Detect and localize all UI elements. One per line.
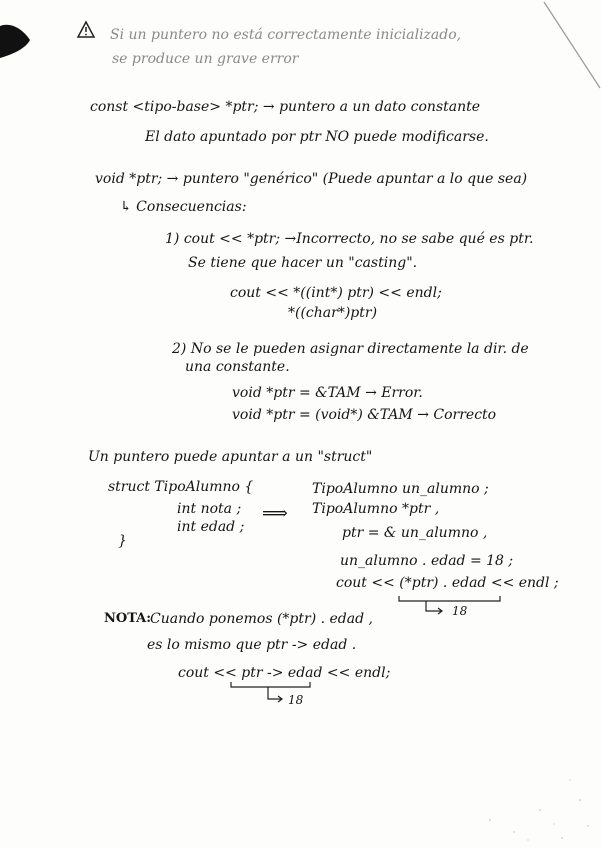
const-line-1: const <tipo-base> *ptr; → puntero a un dato constante [90, 99, 481, 115]
nota-result-bracket [228, 680, 318, 706]
struct-decl-1: struct TipoAlumno { [108, 479, 254, 495]
struct-result: 18 [452, 604, 468, 618]
void-item2-line2: una constante. [185, 359, 290, 375]
void-cast-1: cout << *((int*) ptr) << endl; [230, 285, 442, 301]
nota-line-1: Cuando ponemos (*ptr) . edad , [150, 611, 373, 627]
void-cast-2: *((char*)ptr) [288, 305, 378, 321]
void-item1-line1: 1) cout << *ptr; →Incorrecto, no se sabe qué es ptr. [165, 231, 534, 247]
struct-use-4: un_alumno . edad = 18 ; [340, 553, 514, 569]
struct-use-3: ptr = & un_alumno , [342, 525, 488, 541]
page-edge [542, 0, 602, 90]
void-error-example: void *ptr = &TAM → Error. [232, 385, 423, 401]
nota-line-2: es lo mismo que ptr -> edad . [147, 637, 357, 653]
nota-label: NOTA: [104, 611, 152, 626]
void-item1-line2: Se tiene que hacer un "casting". [188, 255, 418, 271]
scan-speckle [470, 760, 600, 846]
const-line-2: El dato apuntado por ptr NO puede modificarse. [145, 129, 489, 145]
void-consequences: ↳ Consecuencias: [120, 199, 247, 215]
struct-arrow: ⟹ [262, 503, 288, 524]
warning-line-2: se produce un grave error [112, 51, 299, 67]
struct-decl-2: int nota ; [177, 501, 242, 517]
struct-result-bracket [396, 594, 506, 618]
nota-result: 18 [288, 693, 304, 707]
scan-blot [0, 18, 34, 62]
struct-decl-4: } [118, 533, 127, 549]
warning-line-1: Si un puntero no está correctamente inicializado, [110, 27, 462, 43]
void-line-1: void *ptr; → puntero "genérico" (Puede apuntar a lo que sea) [95, 171, 528, 187]
void-correct-example: void *ptr = (void*) &TAM → Correcto [232, 407, 497, 423]
struct-intro: Un puntero puede apuntar a un "struct" [88, 449, 373, 465]
struct-decl-3: int edad ; [177, 519, 245, 535]
warning-icon [76, 20, 96, 40]
struct-use-2: TipoAlumno *ptr , [312, 501, 440, 517]
nota-code: cout << ptr -> edad << endl; [178, 665, 391, 681]
struct-use-5: cout << (*ptr) . edad << endl ; [336, 575, 559, 591]
struct-use-1: TipoAlumno un_alumno ; [312, 481, 489, 497]
void-item2-line1: 2) No se le pueden asignar directamente la dir. de [172, 341, 529, 357]
